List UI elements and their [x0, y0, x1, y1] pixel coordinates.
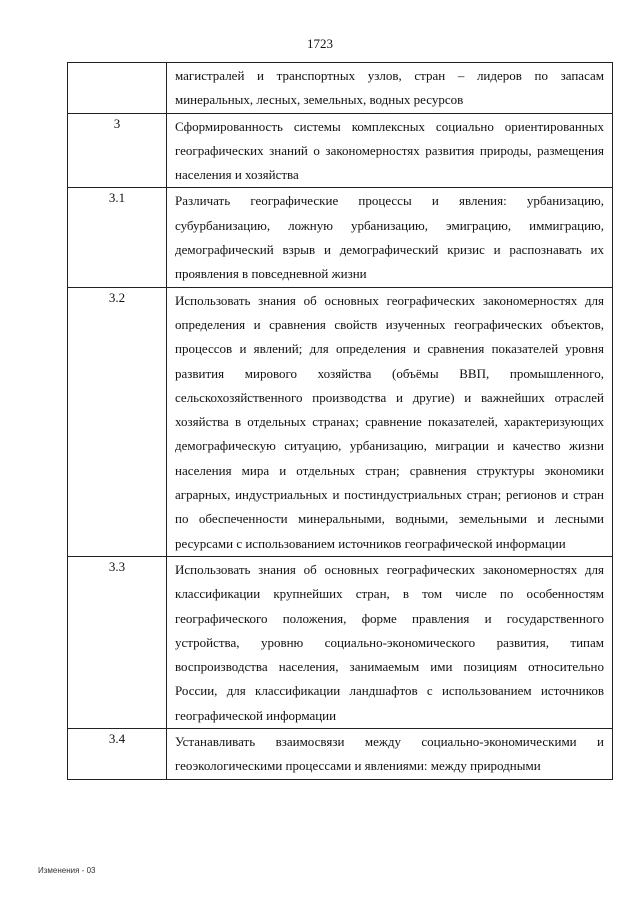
row-number: 3.3 [68, 556, 167, 728]
row-text: Устанавливать взаимосвязи между социально-экономическими и геоэкологическими процессами и явлениями: между природными [167, 729, 613, 780]
footer-revision: Изменения - 03 [38, 866, 96, 875]
table-row [68, 729, 613, 780]
page-number: 1723 [307, 36, 333, 51]
row-number [68, 63, 167, 114]
row-number: 3.4 [68, 729, 167, 780]
row-text: Сформированность системы комплексных социально ориентированных географических знаний о закономерностях развития природы, размещения населения и хозяйства [167, 113, 613, 188]
row-text: магистралей и транспортных узлов, стран – лидеров по запасам минеральных, лесных, земельных, водных ресурсов [167, 63, 613, 114]
content-table [67, 62, 613, 780]
table-row [68, 113, 613, 188]
table-row [68, 556, 613, 728]
row-number: 3 [68, 113, 167, 188]
table-row [68, 188, 613, 287]
row-number: 3.2 [68, 287, 167, 556]
table-row [68, 287, 613, 556]
row-text: Использовать знания об основных географических закономерностях для классификации крупнейших стран, в том числе по особенностям географического положения, форме правления и государственного устройства, уровню социально-экономического развития, типам воспроизводства населения, занимаемым ими позициям относительно России, для классификации ландшафтов с использованием источников географической информации [167, 556, 613, 728]
row-number: 3.1 [68, 188, 167, 287]
table-row [68, 63, 613, 114]
row-text: Использовать знания об основных географических закономерностях для определения и сравнения свойств изученных географических объектов, процессов и явлений; для определения и сравнения показателей уровня развития мирового хозяйства (объёмы ВВП, промышленного, сельскохозяйственного производства и другие) и важнейших отраслей хозяйства в отдельных странах; сравнение показателей, характеризующих демографическую ситуацию, урбанизацию, миграции и качество жизни населения мира и отдельных стран; сравнения структуры экономики аграрных, индустриальных и постиндустриальных стран; регионов и стран по обеспеченности минеральными, водными, земельными и лесными ресурсами с использованием источников географической информации [167, 287, 613, 556]
row-text: Различать географические процессы и явления: урбанизацию, субурбанизацию, ложную урбанизацию, эмиграцию, иммиграцию, демографический взрыв и демографический кризис и распознавать их проявления в повседневной жизни [167, 188, 613, 287]
